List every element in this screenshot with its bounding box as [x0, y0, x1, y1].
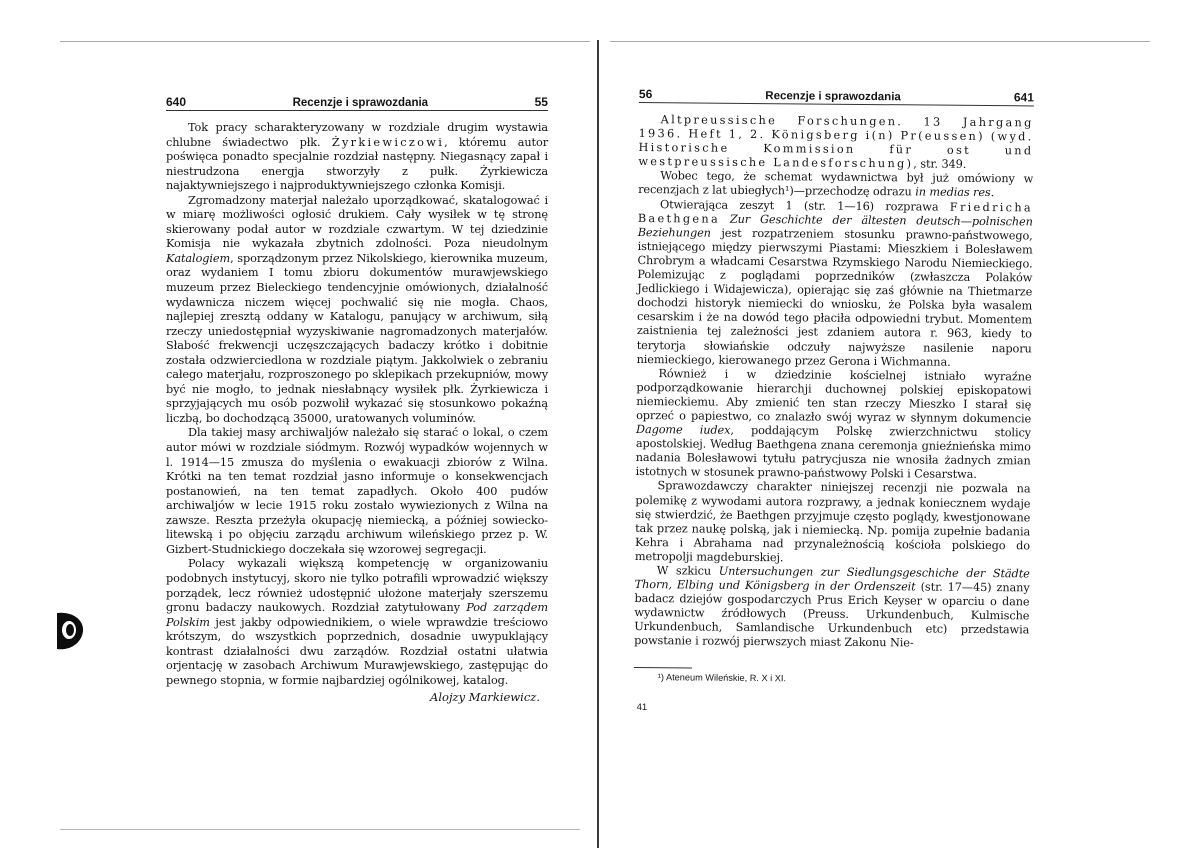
- left-section-number: 55: [534, 95, 548, 109]
- bottom-scan-edge: [60, 829, 580, 830]
- left-running-head: [166, 95, 548, 111]
- left-page-number: 640: [166, 95, 187, 109]
- right-paragraph: Otwierająca zeszyt 1 (str. 1—16) rozprawa Friedricha Baethgena Zur Geschichte der ältesten deutsch—polnischen Beziehungen jest rozpatrzeniem stosunku prawno-państwowego, istniejącego między pierwszymi Piastami: Mieszkiem i Bolesławem Chrobrym a władcami Cesarstwa Rzymskiego Narodu Niemieckiego. Polemizując z poglądami poprzedników (zwłaszcza Polaków Jedlickiego i Widajewicza), opierając się zaś głównie na Thietmarze dochodzi historyk niemiecki do wniosku, że Polska była wasalem cesarskim i że na dowód tego płaciła odpowiedni trybut. Momentem zaistnienia tej zależności jest zdaniem autora r. 963, kiedy to terytorja słowiańskie odczuły najwyższe nasilenie naporu niemieckiego, kierowanego przez Gerona i Wichmanna.: [636, 197, 1034, 369]
- book-title-entry: Altpreussische Forschungen. 13 Jahrgang 1936. Heft 1, 2. Königsberg i(n) Pr(eussen) (wyd. Historische Kommission für ost und westpreussische Landesforschung), str. 349.: [638, 113, 1034, 172]
- right-section-number: 56: [638, 87, 653, 102]
- book-gutter: [597, 40, 599, 848]
- left-paragraph: Zgromadzony materjał należało uporządkować, skatalogować i w miarę możliwości ogłosić drukiem. Cały wysiłek w tę stronę skierowany podał autor w rozdziale czwartym. W tej dziedzinie Komisja nie wykazała zbytnich zdolności. Poza nieudolnym Katalogiem, sporządzonym przez Nikolskiego, kierownika muzeum, oraz wydaniem I tomu zbioru dokumentów murawjewskiego muzeum przez Bieleckiego tendencyjnie omówionych, działalność wydawnicza niczem więcej pochwalić się nie mogła. Chaos, najlepiej zresztą oddany w Katalogu, panujący w archiwum, siłą rzeczy uniedostępniał wyzyskiwanie nagromadzonych materjałów. Słabość frekwencji uczęszczających badaczy krótko i dobitnie została odzwierciedlona w rozdziale piątym. Jakkolwiek o zebraniu całego materjału, rozproszonego po sklepikach przekupniów, mowy być nie mogło, to jednak niesłabnący wysiłek płk. Żyrkiewicza i sprzyjających mu osób pozwolił wykazać się stosunkowo pokaźną liczbą, bo dochodzącą 35000, uratowanych voluminów.: [166, 193, 548, 425]
- printer-signature-mark: 41: [636, 701, 648, 713]
- page-edge-blot-icon: [57, 611, 85, 651]
- right-paragraph: Również i w dziedzinie kościelnej istniało wyraźne podporządkowanie hierarchji duchownej polskiej episkopatowi niemieckiemu. Aby zmienić ten stan rzeczy Mieszko I starał się oprzeć o papiestwo, co znalazło swój wyraz w słynnym dokumencie Dagome iudex, poddającym Polskę zwierzchnictwu stolicy apostolskiej. Według Baethgena znana ceremonja gnieźnieńska mimo nadania Bolesławowi tytułu patrycjusza nie wnosiła żadnych zmian istotnych w stosunek prawno-państwowy Polski i Cesarstwa.: [635, 366, 1032, 482]
- review-signature: Alojzy Markiewicz.: [430, 690, 540, 705]
- right-running-title: Recenzje i sprawozdania: [765, 90, 901, 104]
- right-paragraph: Wobec tego, że schemat wydawnictwa był już omówiony w recenzjach z lat ubiegłych¹)—przechodzę odrazu in medias res.: [638, 169, 1034, 200]
- footnote: ¹) Ateneum Wileńskie, R. X i XI.: [657, 671, 787, 683]
- left-running-title: Recenzje i sprawozdania: [292, 97, 429, 109]
- left-paragraph: Polacy wykazali większą kompetencję w organizowaniu podobnych instytucyj, skoro nie tylko potrafili wprowadzić większy porządek, lecz również udostępnić ułożone materjały szerszemu gronu badaczy naukowych. Rozdział zatytułowany Pod zarządem Polskim jest jakby odpowiednikiem, o wiele wprawdzie treściowo krótszym, do wszystkich poprzednich, dosadnie uwypuklający kontrast działalności dwu zarządów. Rozdział ostatni ułatwia orjentację w zasobach Archiwum Murawjewskiego, zastępując do pewnego stopnia, w formie najbardziej ogólnikowej, katalog.: [166, 557, 548, 687]
- left-page: [166, 95, 548, 704]
- left-paragraph: Dla takiej masy archiwaljów należało się starać o lokal, o czem autor mówi w rozdziale siódmym. Rozwój wypadków wojennych w l. 1914—15 zmusza do myślenia o ewakuacji zbiorów z Wilna. Krótki na ten temat rozdział jasno informuje o konsekwencjach postanowień, na ten temat zapadłych. Około 400 pudów archiwaljów w lecie 1915 roku zostało wywiezionych z Wilna na zawsze. Reszta przeżyła okupację niemiecką, a później sowiecko-litewską i po objęciu zarządu archiwum wileńskiego przez p. W. Gizbert-Studnickiego doczekała się wzorowej segregacji.: [166, 426, 548, 556]
- right-paragraph: W szkicu Untersuchungen zur Siedlungsgeschiche der Städte Thorn, Elbing und Königsberg in der Ordenszeit (str. 17—45) znany badacz dziejów gospodarczych Prus Erich Keyser w oparciu o dane wydawnictw źródłowych (Preuss. Urkundenbuch, Kulmische Urkundenbuch, Samlandische Urkundenbuch etc) przedstawia powstanie i rozwój pierwszych miast Zakonu Nie-: [634, 564, 1030, 650]
- right-paragraph: Sprawozdawczy charakter niniejszej recenzji nie pozwala na polemikę z wywodami autora rozprawy, a jednak koniecznem wydaje się stwierdzić, że Baethgen przyjmuje często poglądy, kwestjonowane tak przez naukę polską, jak i niemiecką. Np. pomija zupełnie badania Kehra i Abrahama nad przynależnością kościoła polskiego do metropolji magdeburskiej.: [634, 479, 1031, 565]
- top-scan-edge-right: [610, 41, 1150, 42]
- left-paragraph: Tok pracy scharakteryzowany w rozdziale drugim wystawia chlubne świadectwo płk. Żyrkiewiczowi, któremu autor poświęca ponadto specjalnie rozdział następny. Niegasnący zapał i niestrudzona energja stworzyły z pułk. Żyrkiewicza najaktywniejszego i najproduktywniejszego członka Komisji.: [166, 121, 548, 193]
- footnote-rule: [634, 667, 692, 669]
- top-scan-edge-left: [60, 41, 590, 42]
- right-running-head: [639, 87, 1034, 106]
- right-page: [634, 87, 1034, 716]
- right-page-number: 641: [1013, 90, 1034, 105]
